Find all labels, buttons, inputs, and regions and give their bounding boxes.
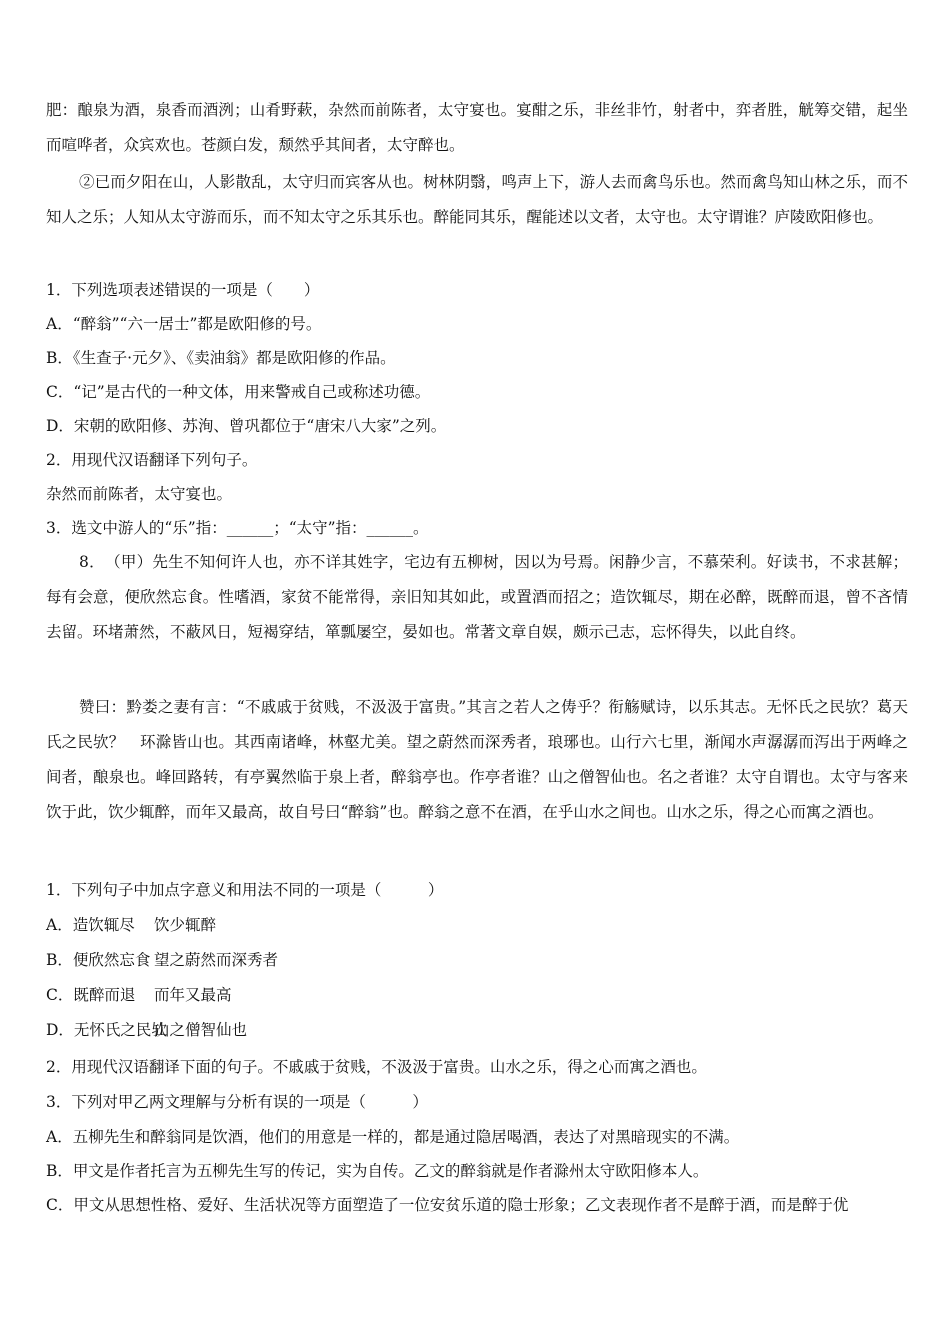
question1-3-stem: 3．选文中游人的“乐”指：______；“太守”指：______。 <box>46 519 429 537</box>
question8-1-option-a <box>46 908 908 942</box>
passage8-zan: 赞曰：黔娄之妻有言：“不戚戚于贫贱，不汲汲于富贵。”其言之若人之俦乎？衔觞赋诗，以乐其志。无怀氏之民欤？葛天氏之民欤？ 环滁皆山也。其西南诸峰，林壑尤美。望之蔚然而深秀者，琅琊也。山行六七里，渐闻水声潺潺而泻出于两峰之间者，酿泉也。峰回路转，有亭翼然临于泉上者，醉翁亭也。作亭者谁？山之僧智仙也。名之者谁？太守自谓也。太守与客来饮于此，饮少辄醉，而年又最高，故自号曰“醉翁”也。醉翁之意不在酒，在乎山水之间也。山水之乐，得之心而寓之酒也。 <box>46 698 908 821</box>
question8-1-option-c <box>46 978 908 1012</box>
question8-3-option-a: A．五柳先生和醉翁同是饮酒，他们的用意是一样的，都是通过隐居喝酒，表达了对黑暗现实的不满。 <box>46 1128 740 1146</box>
passage8-jia: 8． （甲）先生不知何许人也，亦不详其姓字，宅边有五柳树，因以为号焉。闲静少言，不慕荣利。好读书，不求甚解；每有会意，便欣然忘食。性嗜酒，家贫不能常得，亲旧知其如此，或置酒而招之；造饮辄尽，期在必醉，既醉而退，曾不吝情去留。环堵萧然，不蔽风日，短褐穿结，箪瓢屡空，晏如也。常著文章自娱，颇示己志，忘怀得失，以此自终。 <box>46 553 908 641</box>
passage1-paragraph2: ②已而夕阳在山，人影散乱，太守归而宾客从也。树林阴翳，鸣声上下，游人去而禽鸟乐也。然而禽鸟知山林之乐，而不知人之乐；人知从太守游而乐，而不知太守之乐其乐也。醉能同其乐，醒能述以文者，太守也。太守谓谁？庐陵欧阳修也。 <box>46 173 908 226</box>
option-c-phrase: C．既醉而退 <box>46 986 136 1004</box>
option-b-phrase: B．便欣然忘食 <box>46 951 151 969</box>
question8-3-option-c: C．甲文从思想性格、爱好、生活状况等方面塑造了一位安贫乐道的隐士形象；乙文表现作者不是醉于酒，而是醉于优 <box>46 1196 849 1214</box>
question1-2-sentence: 杂然而前陈者，太守宴也。 <box>46 485 233 503</box>
option-c-pair: 而年又最高 <box>154 986 232 1004</box>
option-d-pair: 山之僧智仙也 <box>154 1021 248 1039</box>
question8-3-stem: 3．下列对甲乙两文理解与分析有误的一项是（ ） <box>46 1093 428 1111</box>
question1-1-option-b: B．《生查子·元夕》、《卖油翁》都是欧阳修的作品。 <box>46 349 396 367</box>
question1-1-option-c: C．“记”是古代的一种文体，用来警戒自己或称述功德。 <box>46 383 431 401</box>
question1-1-option-d: D．宋朝的欧阳修、苏洵、曾巩都位于“唐宋八大家”之列。 <box>46 417 447 435</box>
question1-2-stem: 2．用现代汉语翻译下列句子。 <box>46 451 258 469</box>
option-a-phrase: A．造饮辄尽 <box>46 916 135 934</box>
question1-1-stem: 1．下列选项表述错误的一项是（ ） <box>46 281 320 299</box>
passage1-paragraph1: 肥：酿泉为酒，泉香而酒洌；山肴野蔌，杂然而前陈者，太守宴也。宴酣之乐，非丝非竹，射者中，弈者胜，觥筹交错，起坐而喧哗者，众宾欢也。苍颜白发，颓然乎其间者，太守醉也。 <box>46 101 908 154</box>
option-b-pair: 望之蔚然而深秀者 <box>154 951 279 969</box>
question8-3-option-b: B．甲文是作者托言为五柳先生写的传记，实为自传。乙文的醉翁就是作者滁州太守欧阳修本人。 <box>46 1162 709 1180</box>
question8-2-stem: 2．用现代汉语翻译下面的句子。不戚戚于贫贱，不汲汲于富贵。山水之乐，得之心而寓之酒也。 <box>46 1058 707 1076</box>
question8-1-stem: 1．下列句子中加点字意义和用法不同的一项是（ ） <box>46 881 444 899</box>
question8-1-option-b <box>46 943 908 977</box>
option-a-pair: 饮少辄醉 <box>154 916 217 934</box>
question8-1-option-d <box>46 1013 908 1047</box>
option-d-phrase: D．无怀氏之民欤 <box>46 1021 167 1039</box>
question1-1-option-a: A．“醉翁”“六一居士”都是欧阳修的号。 <box>46 315 322 333</box>
